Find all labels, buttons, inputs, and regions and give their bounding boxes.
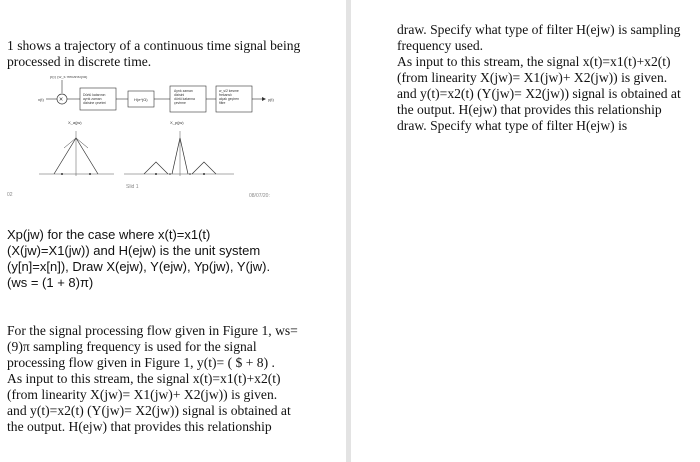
para-line-3: processing flow given in Figure 1, y(t)= ( $ + 8) . (7, 355, 275, 370)
para-line-5: (from linearity X(jw)= X1(jw)+ X2(jw)) is given. (7, 387, 278, 402)
para-line-6: and y(t)=x2(t) (Y(jw)= X2(jw)) signal is obtained at (7, 403, 291, 418)
question-line-1: Xp(jw) for the case where x(t)=x1(t) (7, 227, 211, 242)
svg-text:w_s/2 kesme: w_s/2 kesme (219, 89, 239, 93)
svg-text:alçak geçiren: alçak geçiren (219, 97, 239, 101)
svg-text:çevirme: çevirme (174, 101, 186, 105)
svg-text:frekanslı: frekanslı (219, 93, 232, 97)
right-page (351, 0, 700, 462)
left-page (0, 0, 346, 462)
intro-line-1: 1 shows a trajectory of a continuous time signal being (7, 38, 301, 53)
svg-text:dizisini: dizisini (174, 93, 185, 97)
right-line-4: (from linearity X(jw)= X1(jw)+ X2(jw)) is given. (397, 70, 668, 85)
svg-text:H(e^jΩ): H(e^jΩ) (134, 97, 148, 102)
spectrum2-label: X_p(jw) (170, 120, 184, 125)
right-line-3: As input to this stream, the signal x(t)=x1(t)+x2(t) (397, 54, 671, 69)
para-line-1: For the signal processing flow given in Figure 1, ws= (7, 323, 298, 338)
question-line-4: (ws = (1 + 8)π) (7, 275, 94, 290)
svg-text:ayrık zaman: ayrık zaman (83, 97, 102, 101)
question-line-2: (X(jw)=X1(jw)) and H(ejw) is the unit system (7, 243, 261, 258)
para-line-4: As input to this stream, the signal x(t)=x1(t)+x2(t) (7, 371, 281, 386)
svg-text:Dürtü katarının: Dürtü katarının (83, 93, 106, 97)
right-line-6: the output. H(ejw) that provides this relationship (397, 102, 662, 117)
question-line-3: (y[n]=x[n]), Draw X(ejw), Y(ejw), Yp(jw), Y(jw). (7, 259, 271, 274)
intro-line-2: processed in discrete time. (7, 54, 152, 69)
slide-date: 08/07/20: (249, 193, 270, 199)
block-diagram (4, 76, 304, 194)
figure-slide (4, 76, 304, 194)
right-line-2: frequency used. (397, 38, 484, 53)
right-line-1: draw. Specify what type of filter H(ejw) is sampling (397, 22, 681, 37)
spectrum1-label: X_a(jw) (68, 120, 82, 125)
svg-text:dürtü katarına: dürtü katarına (174, 97, 195, 101)
slide-page-number: 02 (7, 192, 13, 198)
svg-text:Ayrık zaman: Ayrık zaman (174, 89, 193, 93)
para-line-7: the output. H(ejw) that provides this relationship (7, 419, 272, 434)
sampling-label: p(t) (w_s frekansıyla) (50, 76, 88, 79)
input-label: x(t) (38, 97, 44, 102)
svg-text:×: × (59, 96, 64, 104)
right-line-7: draw. Specify what type of filter H(ejw) is (397, 118, 628, 133)
svg-text:filtre: filtre (219, 101, 226, 105)
slide-number: Slid 1 (126, 184, 139, 190)
svg-text:dizisine çevrimi: dizisine çevrimi (83, 101, 106, 105)
output-label: y(t) (268, 97, 274, 102)
right-line-5: and y(t)=x2(t) (Y(jw)= X2(jw)) signal is obtained at (397, 86, 681, 101)
para-line-2: (9)π sampling frequency is used for the signal (7, 339, 257, 354)
